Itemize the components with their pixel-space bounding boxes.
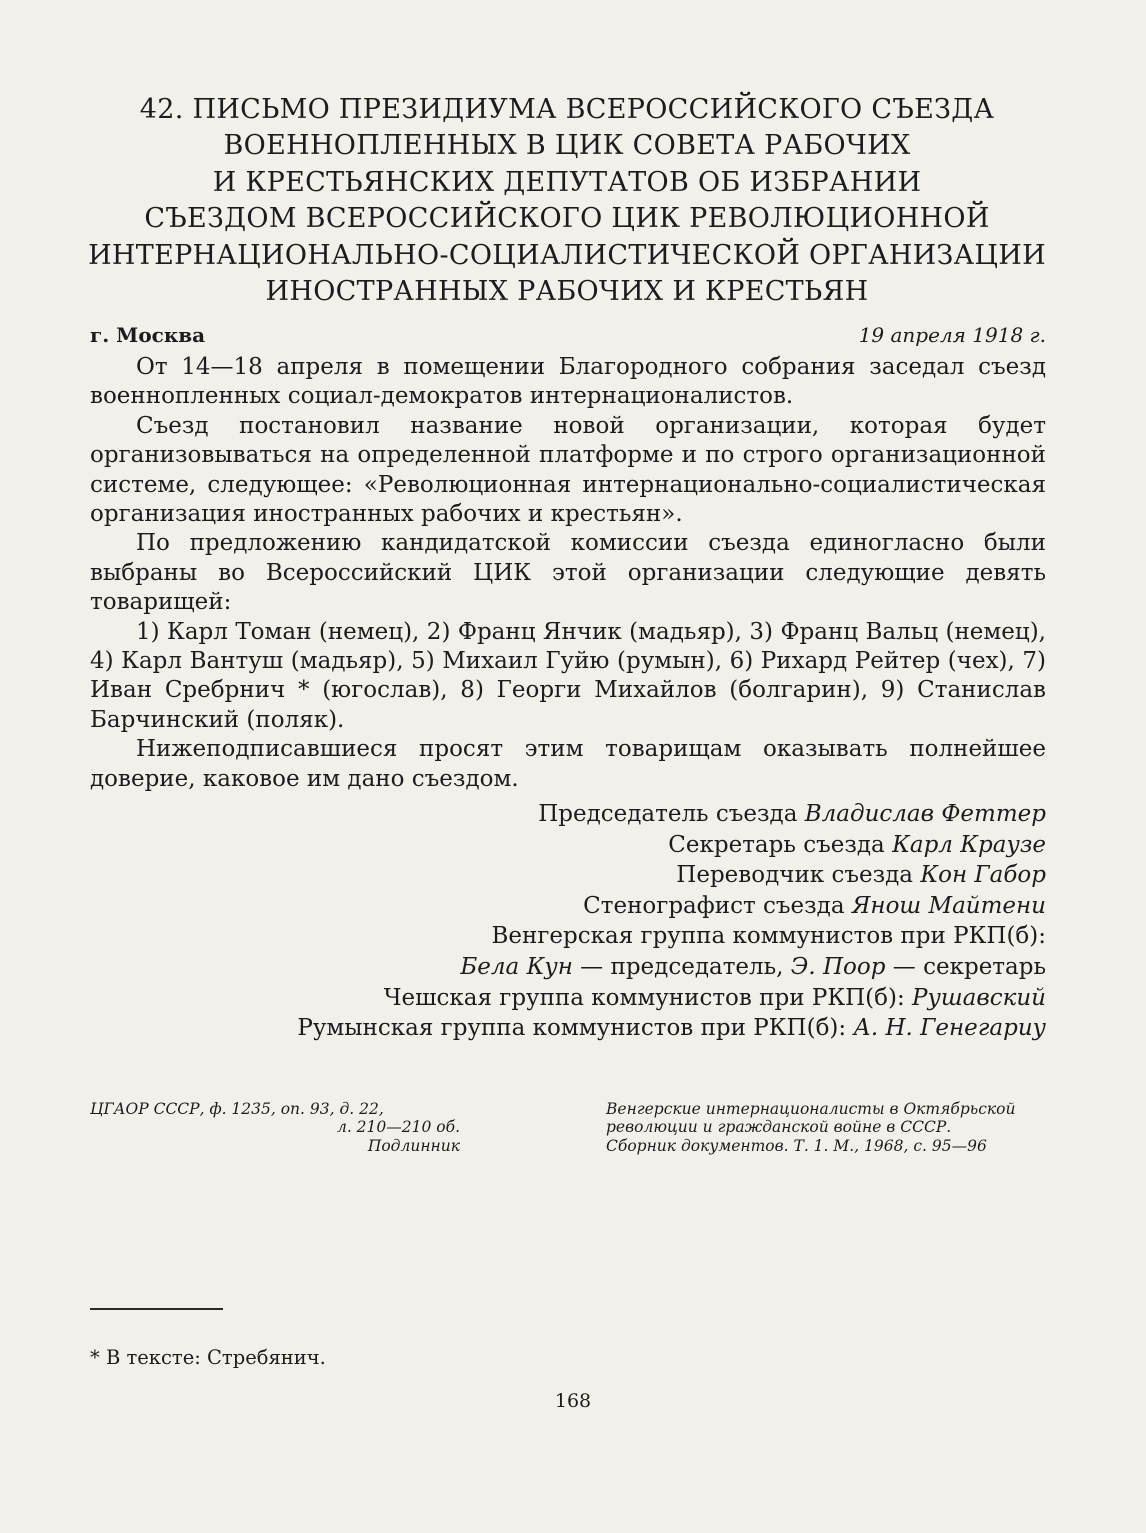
- publication-line: Сборник документов. Т. 1. М., 1968, с. 95—96: [606, 1136, 987, 1155]
- signature-role: Председатель съезда: [538, 801, 798, 827]
- paragraph: По предложению кандидатской комиссии съезда единогласно были выбраны во Всероссийский ЦИК этой организации следующие девять товарищей:: [90, 530, 1046, 616]
- hungarian-group-title: Венгерская группа коммунистов при РКП(б):: [491, 923, 1046, 950]
- paragraph: 1) Карл Томан (немец), 2) Франц Янчик (мадьяр), 3) Франц Вальц (немец), 4) Карл Вантуш (мадьяр), 5) Михаил Гуйю (румын), 6) Рихард Рейтер (чех), 7) Иван Сребрнич * (югослав), 8) Георги Михайлов (болгарин), 9) Станислав Барчинский (поляк).: [90, 618, 1046, 733]
- signature-name: Янош Майтени: [851, 892, 1046, 919]
- archive-reference: [90, 1100, 460, 1155]
- signature-translator: [90, 860, 1046, 891]
- hungarian-group-members: [90, 952, 1046, 983]
- signature-name: Бела Кун: [460, 953, 573, 980]
- archive-line: л. 210—210 об.: [336, 1118, 460, 1137]
- heading-line: ИНОСТРАННЫХ РАБОЧИХ И КРЕСТЬЯН: [265, 276, 869, 308]
- paragraph: От 14—18 апреля в помещении Благородного собрания заседал съезд военнопленных социал-демократов интернационалистов.: [90, 354, 1046, 410]
- signature-name: Карл Краузе: [892, 831, 1046, 858]
- signature-name: Владислав Феттер: [804, 801, 1046, 827]
- archive-line: Подлинник: [367, 1136, 460, 1155]
- signature-role: Переводчик съезда: [676, 862, 914, 889]
- place-label: г. Москва: [90, 323, 206, 347]
- publication-line: революции и гражданской войне в СССР.: [606, 1118, 952, 1137]
- czech-group: [90, 983, 1046, 1014]
- signature-block: [90, 799, 1046, 1044]
- signature-chairman: [90, 799, 1046, 830]
- publication-line: Венгерские интернационалисты в Октябрьской: [606, 1100, 1016, 1118]
- letter-body: [90, 353, 1046, 794]
- heading-line: ВОЕННОПЛЕННЫХ В ЦИК СОВЕТА РАБОЧИХ: [223, 130, 911, 162]
- signature-name: А. Н. Генегариу: [853, 1015, 1046, 1042]
- signature-name: Э. Поор: [790, 953, 886, 980]
- signature-stenographer: [90, 891, 1046, 922]
- romanian-group: [90, 1013, 1046, 1044]
- publication-reference: [606, 1100, 1046, 1155]
- archive-line: ЦГАОР СССР, ф. 1235, оп. 93, д. 22,: [90, 1100, 384, 1118]
- page-number: 168: [554, 1390, 592, 1412]
- paragraph: Нижеподписавшиеся просят этим товарищам оказывать полнейшее доверие, каковое им дано съездом.: [90, 736, 1046, 792]
- footnote: * В тексте: Стребянич.: [90, 1346, 326, 1369]
- signature-role: Стенографист съезда: [583, 892, 845, 919]
- heading-line: ИНТЕРНАЦИОНАЛЬНО-СОЦИАЛИСТИЧЕСКОЙ ОРГАНИЗАЦИИ: [88, 239, 1046, 271]
- heading-line: СЪЕЗДОМ ВСЕРОССИЙСКОГО ЦИК РЕВОЛЮЦИОННОЙ: [144, 203, 990, 235]
- group-title: Румынская группа коммунистов при РКП(б):: [297, 1015, 854, 1042]
- document-heading: [88, 92, 1046, 310]
- signature-name: Кон Габор: [920, 862, 1046, 889]
- paragraph: Съезд постановил название новой организации, которая будет организовываться на определенной платформе и по строго организационной системе, следующее: «Революционная интернационально-социалистическая организация иностранных рабочих и крестьян».: [90, 412, 1046, 528]
- signature-role: — председатель,: [572, 953, 791, 980]
- signature-role: Секретарь съезда: [668, 831, 885, 858]
- heading-line: И КРЕСТЬЯНСКИХ ДЕПУТАТОВ ОБ ИЗБРАНИИ: [212, 166, 922, 198]
- footnote-divider: [90, 1308, 223, 1310]
- date-label: 19 апреля 1918 г.: [858, 323, 1046, 347]
- signature-role: — секретарь: [885, 953, 1046, 980]
- heading-line: 42. ПИСЬМО ПРЕЗИДИУМА ВСЕРОССИЙСКОГО СЪЕЗДА: [139, 94, 995, 125]
- group-title: Чешская группа коммунистов при РКП(б):: [383, 984, 913, 1011]
- signature-secretary: [90, 830, 1046, 861]
- signature-name: Рушавский: [912, 984, 1046, 1011]
